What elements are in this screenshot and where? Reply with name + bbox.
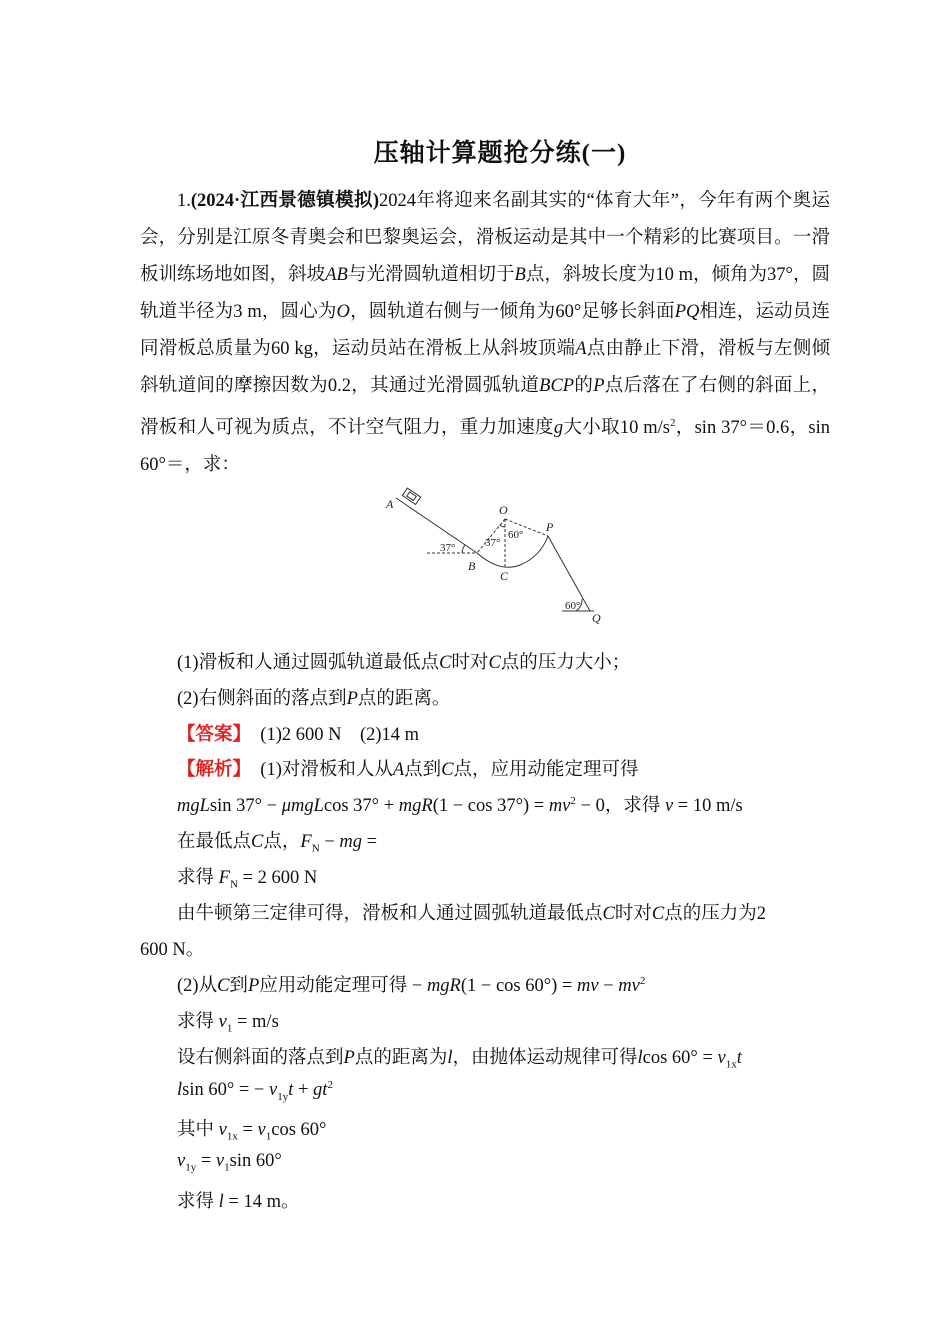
angle-arc-left <box>462 545 465 553</box>
skateboard-icon <box>402 488 420 504</box>
question-1: (1)滑板和人通过圆弧轨道最低点C时对C点的压力大小； <box>177 653 631 673</box>
problem-statement: 1.(2024·江西景德镇模拟)2024年将迎来名副其实的“体育大年”，今年有两个奥运会，分别是江原冬青奥会和巴黎奥运会，滑板运动是其中一个精彩的比赛项目。一滑板训练场地如图，斜坡AB与光滑圆轨道相切于B点，斜坡长度为10 m，倾角为37°，圆轨道半径为3 m，圆心为O，圆轨道右侧与一倾角为60°足够长斜面PQ相连，运动员连同滑板总质量为60 kg，运动员站在滑板上从斜坡顶端A点由静止下滑，滑板与左侧倾斜轨道间的摩擦因数为0.2，其通过光滑圆弧轨道BCP的P点后落在了右侧的斜面上，滑板和人可视为质点，不计空气阻力，重力加速度g大小取10 $m/s^2$，sin 37°＝0.6，sin 60°＝，求： <box>140 191 830 476</box>
analysis-line-3: 在最低点C点，$F_N$ − mg = <box>177 832 378 855</box>
analysis-label: 【解析】 <box>177 760 242 780</box>
analysis-line-12: $v_{1y} = v_1\sin$ 60° <box>177 1151 282 1174</box>
answer-label: 【答案】 <box>177 725 242 745</box>
answer-line: 【答案】 (1)2 600 N (2)14 m <box>177 725 420 745</box>
label-a: A <box>386 497 394 511</box>
analysis-line-11: 其中 $v_{1x} = v_1\cos$ 60° <box>177 1120 327 1143</box>
angle-center-37-label: 37° <box>485 537 501 549</box>
angle-bottom-label: 60° <box>565 600 581 612</box>
angle-left-label: 37° <box>440 542 456 554</box>
analysis-line-4: 求得 $F_N = 2$ 600 N <box>177 868 318 891</box>
analysis-line-13: 求得 l = 14 m。 <box>177 1192 300 1212</box>
analysis-line-6: 600 N。 <box>140 940 205 960</box>
label-o: O <box>499 503 508 517</box>
track-diagram <box>382 483 622 628</box>
analysis-line-7: (2)从C到P应用动能定理可得 − mgR(1 − cos 60°) = mv − $mv^2$ <box>177 974 646 996</box>
label-p: P <box>546 520 554 534</box>
angle-arc-center <box>500 525 505 527</box>
page-title: 压轴计算题抢分练(一) <box>373 140 627 167</box>
analysis-line-9: 设右侧斜面的落点到P点的距离为l，由抛体运动规律可得lcos $60^\circ = v_{1x}t$ <box>177 1048 742 1071</box>
angle-center-60-label: 60° <box>508 529 524 541</box>
analysis-line-5: 由牛顿第三定律可得，滑板和人通过圆弧轨道最低点C时对C点的压力为2 <box>177 904 766 924</box>
analysis-line-2: mgLsin 37° − μmgLcos $37^\circ + mgR(1 - \cos 37^\circ) = mv^2 - 0$，求得 v = 10 m/s <box>177 794 743 816</box>
label-c: C <box>500 569 509 583</box>
question-2: (2)右侧斜面的落点到P点的距离。 <box>177 689 451 709</box>
slope-ab <box>396 498 477 553</box>
analysis-line-10: lsin 60° = − $v_{1y}t + gt^2$ <box>177 1079 333 1103</box>
label-q: Q <box>592 611 601 625</box>
label-b: B <box>468 559 476 573</box>
analysis-line-1: 【解析】 (1)对滑板和人从A点到C点，应用动能定理可得 <box>177 760 639 780</box>
analysis-line-8: 求得 $v_1 = m/s$ <box>177 1012 279 1035</box>
